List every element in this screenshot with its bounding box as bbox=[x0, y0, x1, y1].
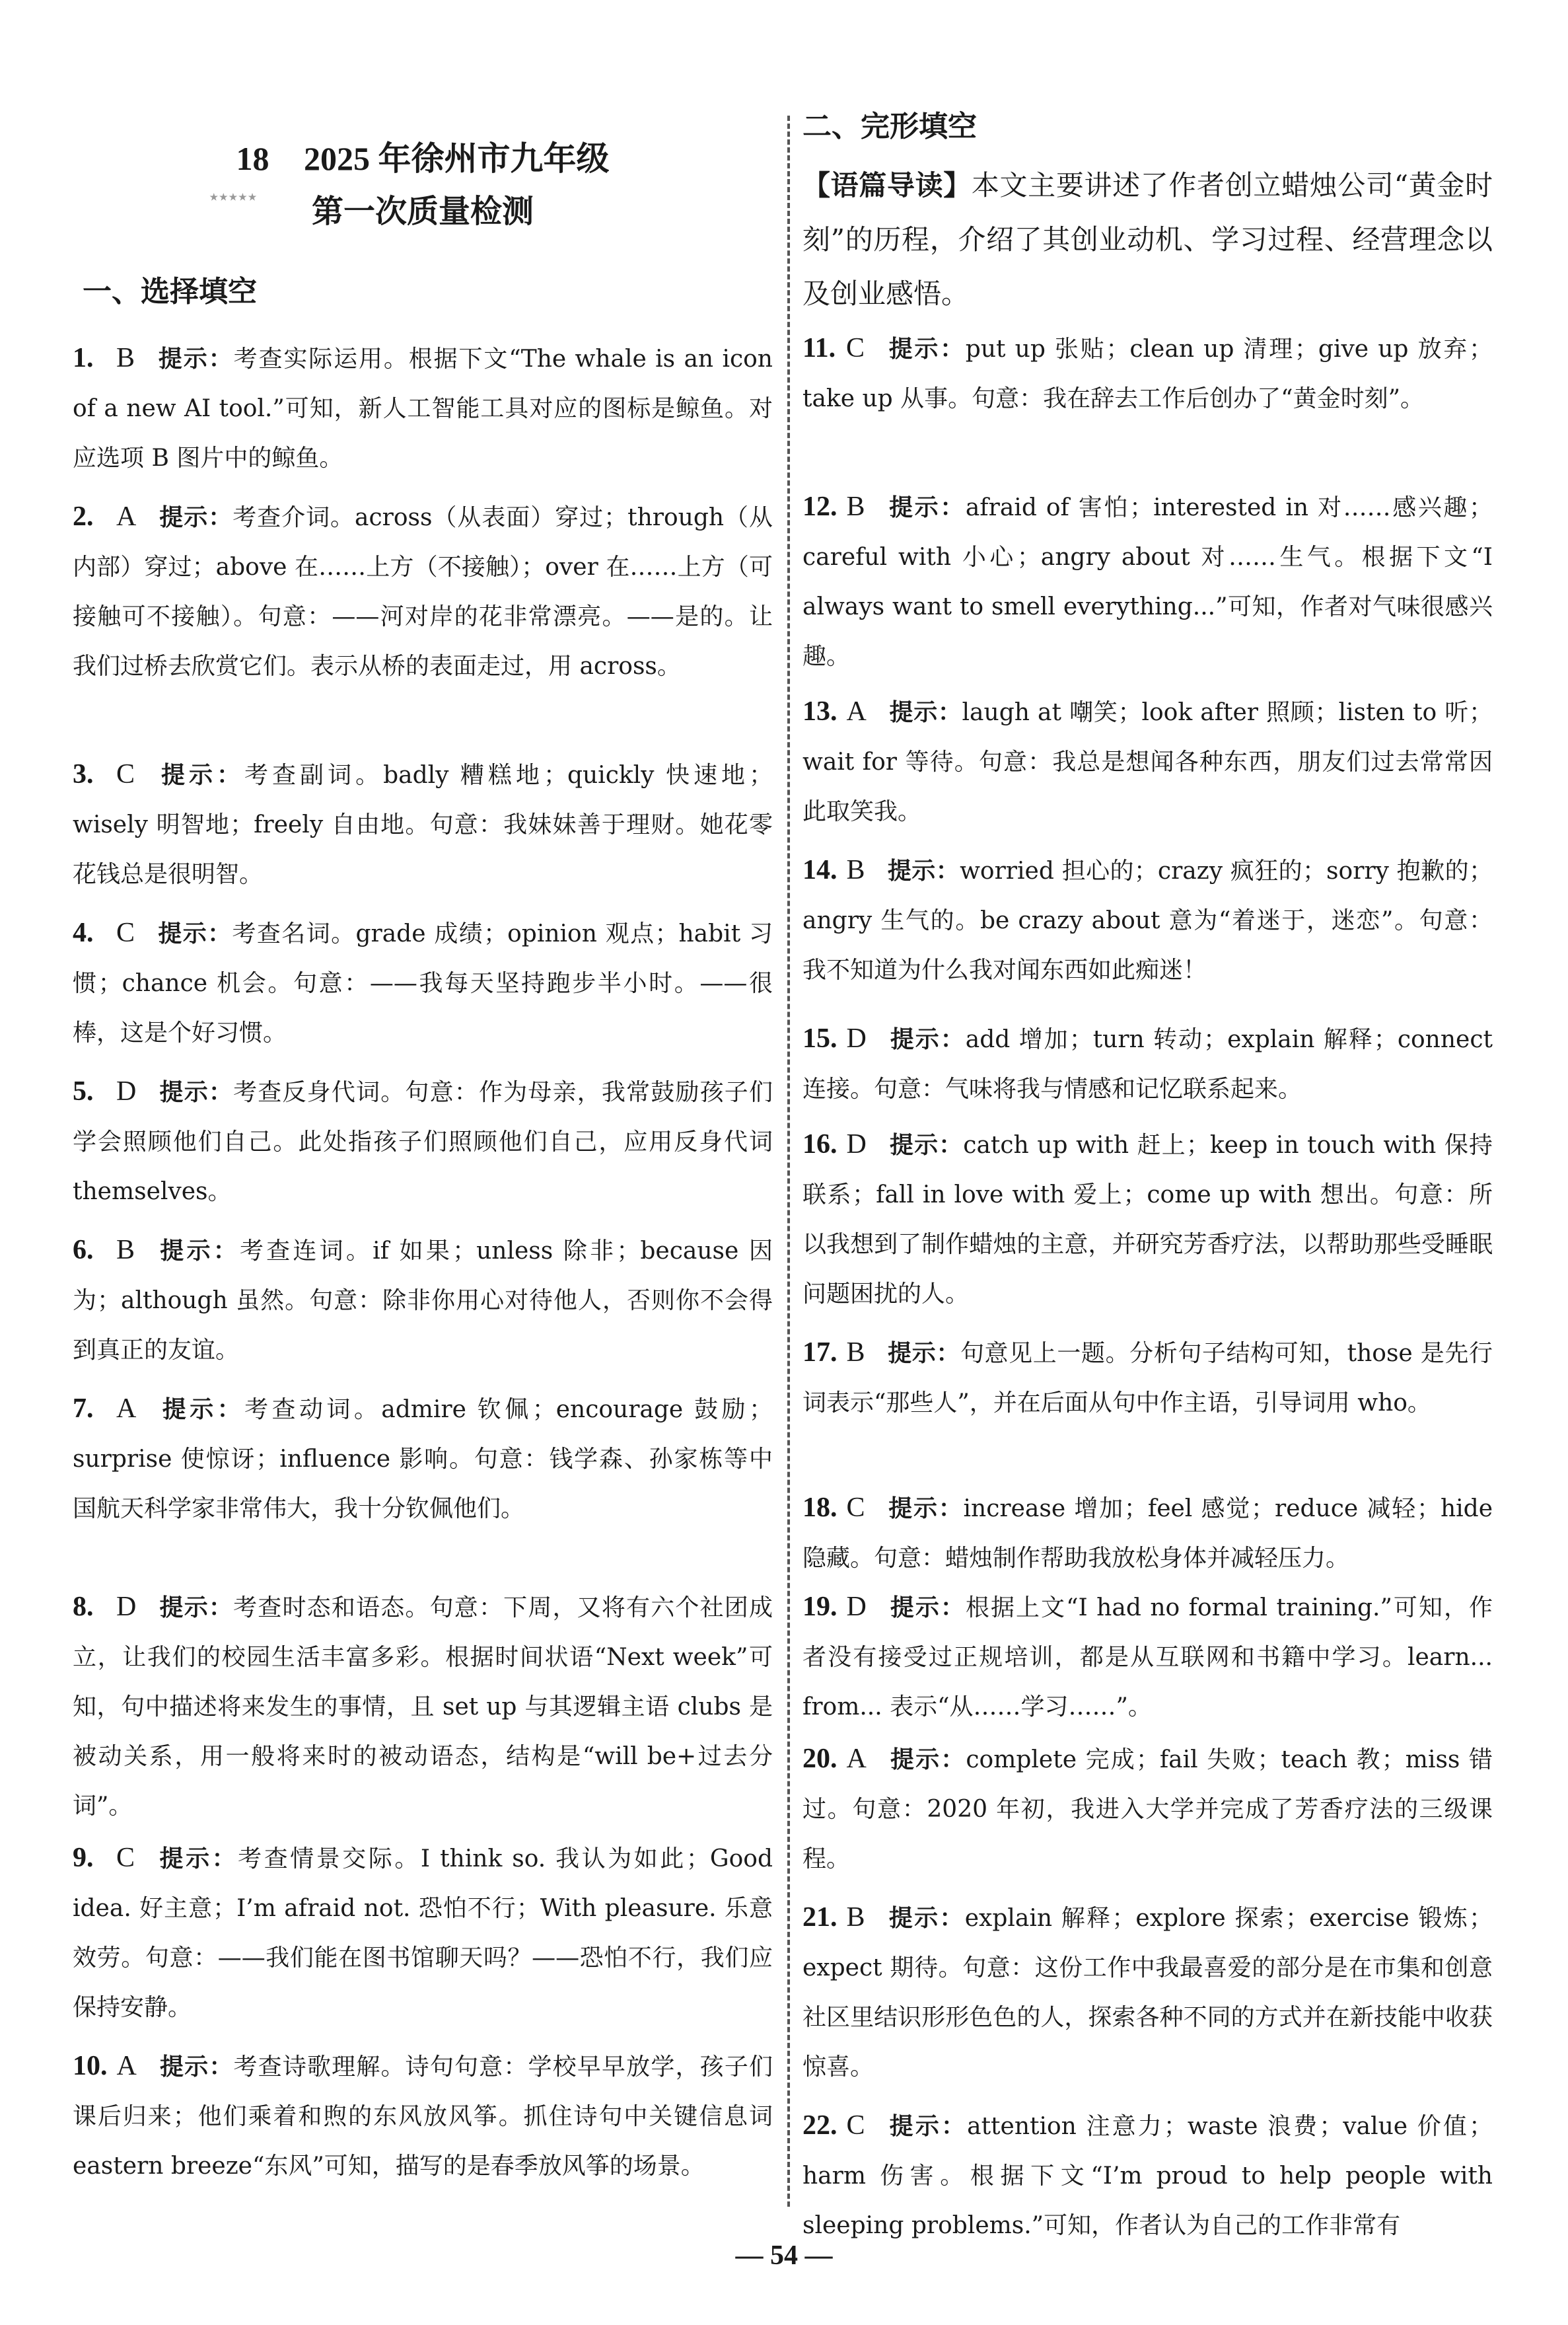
title-text-1: 2025 年徐州市九年级 bbox=[304, 140, 610, 177]
hint-label: 提示： bbox=[159, 1396, 245, 1423]
question-number: 3. bbox=[73, 759, 94, 790]
hint-label: 提示： bbox=[887, 494, 966, 521]
question-item bbox=[73, 908, 773, 1058]
hint-label: 提示： bbox=[888, 1594, 966, 1621]
question-number: 17. bbox=[802, 1337, 837, 1368]
question-item bbox=[802, 1582, 1493, 1732]
question-number: 12. bbox=[802, 492, 837, 522]
question-item bbox=[73, 1067, 773, 1216]
hint-text: 考查时态和语态。句意：下周，又将有六个社团成立，让我们的校园生活丰富多彩。根据时间状语“Next week”可知，句中描述将来发生的事情，且 set up 与其逻辑主语 clubs 是被动关系，用一般将来时的被动语态，结构是“will be+过去分词”。 bbox=[73, 1594, 773, 1820]
question-item bbox=[73, 750, 773, 899]
question-number: 14. bbox=[802, 855, 837, 885]
hint-text: 考查反身代词。句意：作为母亲，我常鼓励孩子们学会照顾他们自己。此处指孩子们照顾他们自己，应用反身代词 themselves。 bbox=[73, 1079, 773, 1205]
question-item bbox=[802, 1893, 1493, 2092]
question-number: 15. bbox=[802, 1023, 837, 1054]
question-number: 4. bbox=[73, 918, 94, 948]
question-item bbox=[73, 334, 773, 483]
exam-title bbox=[73, 132, 773, 238]
answer-letter: C bbox=[846, 2110, 865, 2141]
answer-letter: B bbox=[846, 492, 865, 522]
hint-label: 提示： bbox=[157, 1237, 240, 1265]
answer-letter: C bbox=[846, 333, 865, 363]
hint-text: 考查连词。if 如果；unless 除非；because 因为；although 虽然。句意：除非你用心对待他人，否则你不会得到真正的友谊。 bbox=[73, 1237, 773, 1364]
hint-label: 提示： bbox=[887, 858, 960, 885]
answer-letter: B bbox=[846, 1337, 865, 1368]
hint-label: 提示： bbox=[887, 1905, 965, 1932]
question-item bbox=[73, 1582, 773, 1831]
hint-text: laugh at 嘲笑；look after 照顾；listen to 听；wait for 等待。句意：我总是想闻各种东西，朋友们过去常常因此取笑我。 bbox=[802, 699, 1493, 825]
hint-text: 考查名词。grade 成绩；opinion 观点；habit 习惯；chance 机会。句意：——我每天坚持跑步半小时。——很棒，这是个好习惯。 bbox=[73, 920, 773, 1047]
hint-label: 提示： bbox=[888, 1132, 964, 1159]
hint-text: 考查诗歌理解。诗句句意：学校早早放学，孩子们课后归来；他们乘着和煦的东风放风筝。抓住诗句中关键信息词 eastern breeze“东风”可知，描写的是春季放风筝的场景。 bbox=[73, 2053, 773, 2180]
hint-text: explain 解释；explore 探索；exercise 锻炼；expect 期待。句意：这份工作中我最喜爱的部分是在市集和创意社区里结识形形色色的人，探索各种不同的方式并在新技能中收获惊喜。 bbox=[802, 1905, 1493, 2081]
question-item bbox=[802, 1483, 1493, 1583]
hint-label: 提示： bbox=[887, 1495, 964, 1522]
answer-letter: D bbox=[846, 1129, 867, 1160]
reading-guide-text: 本文主要讲述了作者创立蜡烛公司“黄金时刻”的历程，介绍了其创业动机、学习过程、经营理念以及创业感悟。 bbox=[802, 169, 1493, 310]
question-item bbox=[802, 1734, 1493, 1884]
hint-label: 提示： bbox=[887, 336, 966, 363]
answer-letter: C bbox=[116, 759, 135, 790]
hint-text: 考查介词。across（从表面）穿过；through（从内部）穿过；above 在……上方（不接触）；over 在……上方（可接触可不接触）。句意：——河对岸的花非常漂亮。——是的。让我们过桥去欣赏它们。表示从桥的表面走过，用 across。 bbox=[73, 504, 773, 680]
hint-label: 提示： bbox=[888, 699, 962, 726]
title-line-1 bbox=[73, 132, 773, 203]
answer-letter: A bbox=[116, 2051, 137, 2081]
question-number: 22. bbox=[802, 2110, 837, 2141]
hint-text: attention 注意力；waste 浪费；value 价值；harm 伤害。根据下文“I’m proud to help people with sleeping problems.”可知，作者认为自己的工作非常有 bbox=[802, 2113, 1493, 2239]
reading-guide-label: 【语篇导读】 bbox=[802, 169, 972, 202]
exam-number: 18 ★★★★★ bbox=[236, 140, 278, 177]
question-number: 8. bbox=[73, 1592, 94, 1622]
question-item bbox=[802, 687, 1493, 836]
hint-label: 提示： bbox=[159, 1594, 234, 1621]
hint-text: 根据上文“I had no formal training.”可知，作者没有接受过正规培训，都是从互联网和书籍中学习。learn... from... 表示“从……学习……”。 bbox=[802, 1594, 1493, 1720]
hint-label: 提示： bbox=[888, 1746, 966, 1773]
question-item bbox=[802, 846, 1493, 995]
hint-text: 考查情景交际。I think so. 我认为如此；Good idea. 好主意；I’m afraid not. 恐怕不行；With pleasure. 乐意效劳。句意：——我们能在图书馆聊天吗？——恐怕不行，我们应保持安静。 bbox=[73, 1845, 773, 2021]
hint-text: 考查动词。admire 钦佩；encourage 鼓励；surprise 使惊讶；influence 影响。句意：钱学森、孙家栋等中国航天科学家非常伟大，我十分钦佩他们。 bbox=[73, 1396, 773, 1522]
title-line-2: 第一次质量检测 bbox=[311, 193, 534, 230]
question-item bbox=[802, 482, 1493, 681]
column-divider bbox=[787, 116, 790, 2207]
question-item bbox=[802, 324, 1493, 424]
hint-text: catch up with 赶上；keep in touch with 保持联系；fall in love with 爱上；come up with 想出。句意：所以我想到了制作蜡烛的主意，并研究芳香疗法，以帮助那些受睡眠问题困扰的人。 bbox=[802, 1132, 1493, 1308]
question-number: 19. bbox=[802, 1592, 837, 1622]
answer-letter: D bbox=[116, 1592, 137, 1622]
answer-letter: B bbox=[846, 855, 865, 885]
hint-text: increase 增加；feel 感觉；reduce 减轻；hide 隐藏。句意：蜡烛制作帮助我放松身体并减轻压力。 bbox=[802, 1495, 1493, 1572]
hint-label: 提示： bbox=[157, 762, 245, 789]
question-number: 6. bbox=[73, 1235, 94, 1265]
question-number: 10. bbox=[73, 2051, 108, 2081]
question-number: 18. bbox=[802, 1493, 837, 1523]
question-item bbox=[73, 1226, 773, 1375]
reading-guide bbox=[802, 159, 1493, 321]
hint-label: 提示： bbox=[888, 1026, 966, 1053]
question-item bbox=[73, 492, 773, 691]
question-number: 16. bbox=[802, 1129, 837, 1160]
question-number: 13. bbox=[802, 696, 837, 727]
answer-letter: B bbox=[846, 1902, 865, 1933]
hint-text: 考查实际运用。根据下文“The whale is an icon of a new AI tool.”可知，新人工智能工具对应的图标是鲸鱼。对应选项 B 图片中的鲸鱼。 bbox=[73, 346, 773, 472]
hint-text: complete 完成；fail 失败；teach 教；miss 错过。句意：2020 年初，我进入大学并完成了芳香疗法的三级课程。 bbox=[802, 1746, 1493, 1872]
hint-label: 提示： bbox=[157, 920, 232, 947]
answer-letter: A bbox=[846, 696, 867, 727]
answer-letter: C bbox=[116, 1843, 135, 1873]
hint-text: worried 担心的；crazy 疯狂的；sorry 抱歉的；angry 生气的。be crazy about 意为“着迷于，迷恋”。句意：我不知道为什么我对闻东西如此痴迷！ bbox=[802, 858, 1493, 984]
answer-letter: A bbox=[116, 1393, 137, 1424]
question-number: 20. bbox=[802, 1744, 837, 1774]
question-item bbox=[73, 1833, 773, 2032]
hint-label: 提示： bbox=[887, 2113, 968, 2140]
question-number: 7. bbox=[73, 1393, 94, 1424]
answer-letter: B bbox=[116, 343, 135, 373]
answer-letter: A bbox=[846, 1744, 867, 1774]
question-item bbox=[73, 1384, 773, 1533]
question-item bbox=[802, 2101, 1493, 2250]
answer-letter: C bbox=[846, 1493, 865, 1523]
question-item bbox=[73, 2042, 773, 2191]
hint-text: 句意见上一题。分析句子结构可知，those 是先行词表示“那些人”，并在后面从句中作主语，引导词用 who。 bbox=[802, 1340, 1493, 1417]
hint-label: 提示： bbox=[159, 2053, 234, 2081]
question-item bbox=[802, 1328, 1493, 1428]
question-item bbox=[802, 1120, 1493, 1319]
hint-text: 考查副词。badly 糟糕地；quickly 快速地；wisely 明智地；freely 自由地。句意：我妹妹善于理财。她花零花钱总是很明智。 bbox=[73, 762, 773, 888]
question-number: 11. bbox=[802, 333, 836, 363]
answer-letter: C bbox=[116, 918, 135, 948]
page-number: — 54 — bbox=[735, 2240, 833, 2271]
section-heading-choice: 一、选择填空 bbox=[83, 275, 257, 309]
hint-text: afraid of 害怕；interested in 对……感兴趣；careful with 小心；angry about 对……生气。根据下文“I always want to smell everything...”可知，作者对气味很感兴趣。 bbox=[802, 494, 1493, 670]
answer-letter: D bbox=[846, 1592, 867, 1622]
star-decoration-icon: ★★★★★ bbox=[209, 193, 258, 203]
question-number: 5. bbox=[73, 1076, 94, 1107]
question-number: 1. bbox=[73, 343, 94, 373]
section-heading-cloze: 二、完形填空 bbox=[802, 110, 977, 143]
hint-label: 提示： bbox=[159, 1079, 234, 1106]
hint-text: add 增加；turn 转动；explain 解释；connect 连接。句意：气味将我与情感和记忆联系起来。 bbox=[802, 1026, 1493, 1103]
answer-letter: A bbox=[116, 501, 137, 532]
hint-label: 提示： bbox=[887, 1340, 960, 1367]
question-number: 21. bbox=[802, 1902, 837, 1933]
answer-letter: D bbox=[116, 1076, 137, 1107]
question-item bbox=[802, 1014, 1493, 1114]
hint-text: put up 张贴；clean up 清理；give up 放弃；take up 从事。句意：我在辞去工作后创办了“黄金时刻”。 bbox=[802, 336, 1493, 412]
hint-label: 提示： bbox=[157, 346, 234, 373]
hint-label: 提示： bbox=[157, 1845, 238, 1872]
question-number: 9. bbox=[73, 1843, 94, 1873]
answer-letter: B bbox=[116, 1235, 135, 1265]
answer-letter: D bbox=[846, 1023, 867, 1054]
hint-label: 提示： bbox=[159, 504, 233, 531]
question-number: 2. bbox=[73, 501, 94, 532]
